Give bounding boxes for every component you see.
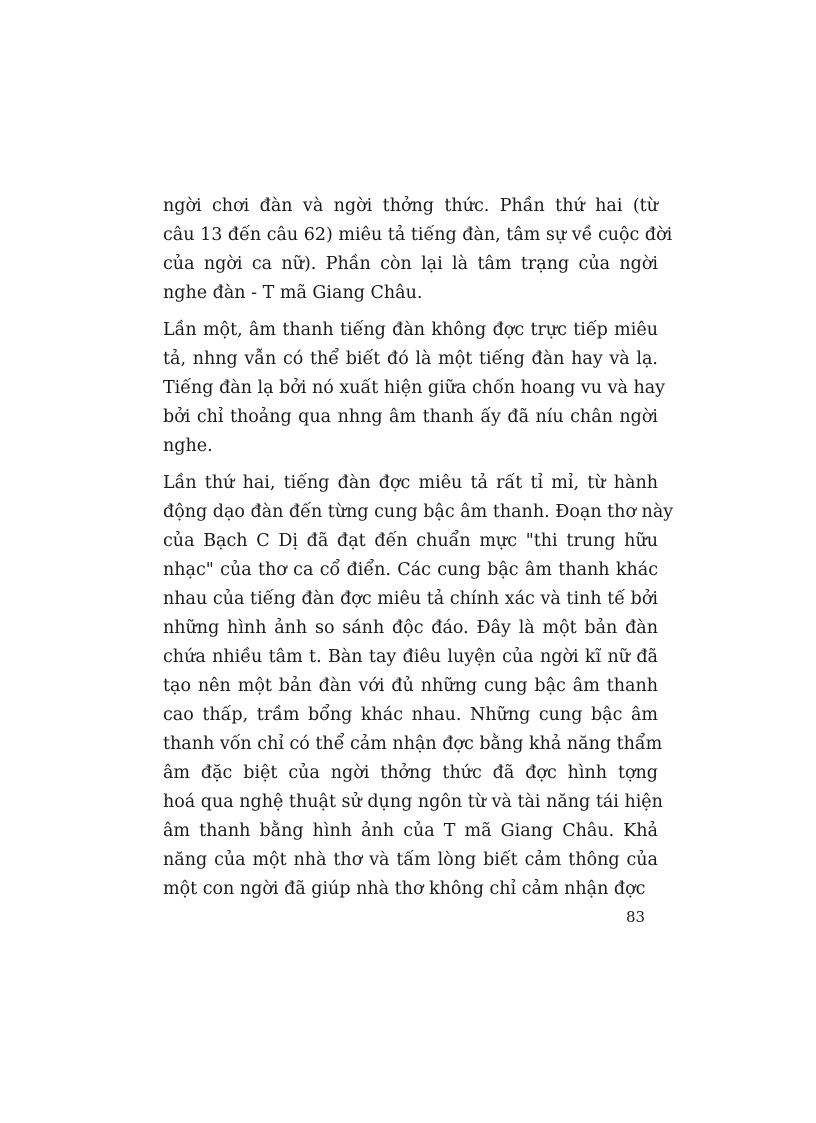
text-line: động dạo đàn đến từng cung bậc âm thanh. Đoạn thơ này [163, 502, 674, 522]
text-line: nghe. [163, 436, 213, 456]
text-line: thanh vốn chỉ có thể cảm nhận đợc bằng khả năng thẩm [163, 734, 663, 754]
text-line: nhạc" của thơ ca cổ điển. Các cung bậc âm thanh khác [163, 560, 658, 580]
text-line: những hình ảnh so sánh độc đáo. Đây là một bản đàn [163, 618, 658, 638]
text-line: tả, nhng vẫn có thể biết đó là một tiếng đàn hay và lạ. [163, 349, 658, 369]
body-text [163, 192, 674, 912]
text-line: hoá qua nghệ thuật sử dụng ngôn từ và tài năng tái hiện [163, 792, 663, 812]
text-line: của ngời ca nữ). Phần còn lại là tâm trạng của ngời [163, 254, 658, 274]
page-number: 83 [626, 908, 646, 926]
text-line: cao thấp, trầm bổng khác nhau. Những cung bậc âm [163, 705, 658, 725]
paragraph [163, 316, 666, 461]
text-line: của Bạch C Dị đã đạt đến chuẩn mực "thi trung hữu [163, 531, 658, 551]
text-line: nghe đàn - T mã Giang Châu. [163, 283, 423, 303]
text-line: câu 13 đến câu 62) miêu tả tiếng đàn, tâm sự về cuộc đời [163, 225, 673, 245]
text-line: một con ngời đã giúp nhà thơ không chỉ cảm nhận đợc [163, 879, 646, 899]
paragraph [163, 192, 673, 308]
text-line: âm đặc biệt của ngời thởng thức đã đợc hình tợng [163, 763, 658, 783]
text-line: nhau của tiếng đàn đợc miêu tả chính xác và tinh tế bởi [163, 589, 658, 609]
text-line: chứa nhiều tâm t. Bàn tay điêu luyện của ngời kĩ nữ đã [163, 647, 658, 667]
text-line: tạo nên một bản đàn với đủ những cung bậc âm thanh [163, 676, 658, 696]
text-line: Lần thứ hai, tiếng đàn đợc miêu tả rất tỉ mỉ, từ hành [163, 473, 658, 493]
text-line: ngời chơi đàn và ngời thởng thức. Phần thứ hai (từ [163, 196, 658, 216]
text-line: Tiếng đàn lạ bởi nó xuất hiện giữa chốn hoang vu và hay [163, 378, 666, 398]
text-line: năng của một nhà thơ và tấm lòng biết cảm thông của [163, 850, 658, 870]
text-line: âm thanh bằng hình ảnh của T mã Giang Châu. Khả [163, 821, 658, 841]
text-line: bởi chỉ thoảng qua nhng âm thanh ấy đã níu chân ngời [163, 407, 658, 427]
paragraph [163, 469, 674, 904]
text-line: Lần một, âm thanh tiếng đàn không đợc trực tiếp miêu [163, 320, 658, 340]
